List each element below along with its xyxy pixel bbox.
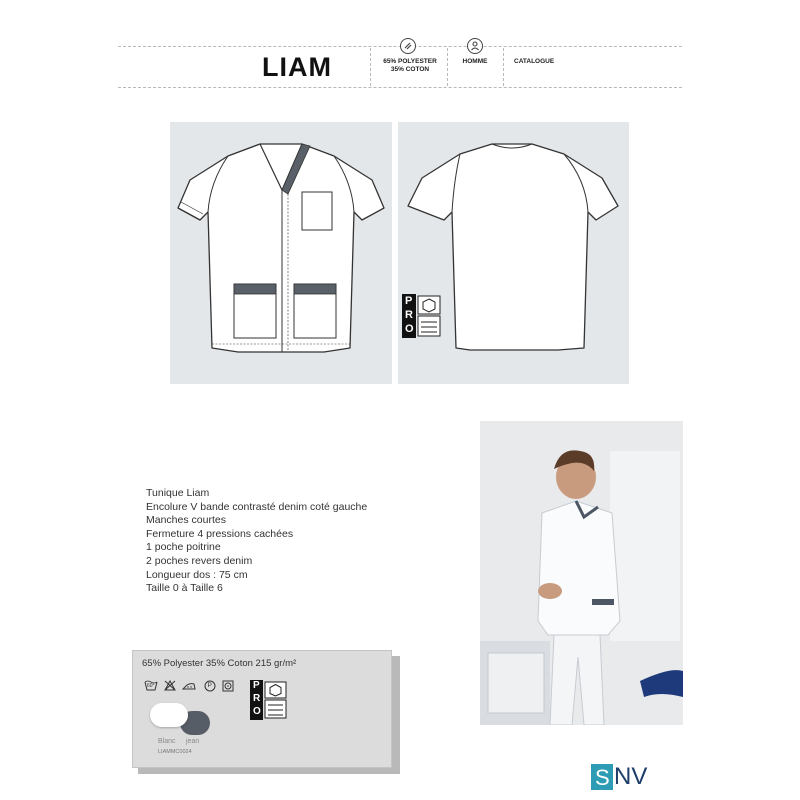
gender-label: HOMME	[462, 58, 488, 65]
snv-logo-mark	[591, 764, 613, 790]
pro-letter-r: R	[405, 309, 413, 321]
dry-clean-p-icon	[204, 680, 216, 691]
dry-clean-letter: P	[207, 682, 212, 689]
product-photo	[480, 421, 683, 725]
header-separator	[503, 48, 504, 86]
swatch-blanc[interactable]	[150, 703, 188, 727]
header-separator	[447, 48, 448, 86]
product-description	[146, 487, 367, 596]
person-icon	[467, 38, 483, 54]
back-technical-drawing	[398, 122, 629, 384]
no-bleach-icon	[164, 680, 176, 691]
iron-icon	[182, 680, 194, 691]
swatch-label-jean: jean	[186, 738, 200, 745]
fabric-composition: 65% Polyester 35% Coton 215 gr/m²	[142, 658, 297, 669]
header-bottom-divider	[118, 87, 682, 88]
composition-line-2: 35% COTON	[390, 66, 430, 73]
fabric-composition-icon	[400, 38, 416, 54]
composition-header	[374, 58, 446, 74]
pro-letter-r: R	[253, 693, 261, 704]
description-line: Longueur dos : 75 cm	[146, 568, 248, 581]
model-title: LIAM	[262, 52, 332, 82]
front-technical-drawing	[170, 122, 392, 384]
description-line: Tunique Liam	[146, 487, 210, 499]
product-reference: LIAMMC0024	[158, 749, 192, 755]
header-separator	[370, 48, 371, 86]
pro-badge-small	[250, 680, 294, 720]
description-line: Taille 0 à Taille 6	[146, 582, 223, 595]
pro-letter-p: P	[253, 680, 260, 691]
pro-letter-o: O	[253, 706, 261, 717]
description-line: Manches courtes	[146, 514, 226, 527]
description-line: 2 poches revers denim	[146, 554, 253, 567]
pro-letter-p: P	[405, 295, 413, 307]
description-line: 1 poche poitrine	[146, 541, 221, 554]
composition-line-1: 65% POLYESTER	[383, 58, 437, 65]
pro-badge	[402, 294, 448, 338]
snv-logo-text: NV	[614, 763, 648, 790]
wash-temperature: 60°	[147, 683, 155, 689]
swatch-label-blanc: Blanc	[158, 738, 176, 745]
wash-60-icon	[144, 680, 156, 691]
tumble-dry-icon	[222, 680, 234, 691]
description-line: Encolure V bande contrasté denim coté gauche	[146, 500, 368, 513]
catalogue-label: CATALOGUE	[514, 58, 555, 65]
pro-letter-o: O	[405, 323, 414, 335]
snv-logo-s: S	[595, 765, 610, 790]
description-line: Fermeture 4 pressions cachées	[146, 527, 294, 540]
